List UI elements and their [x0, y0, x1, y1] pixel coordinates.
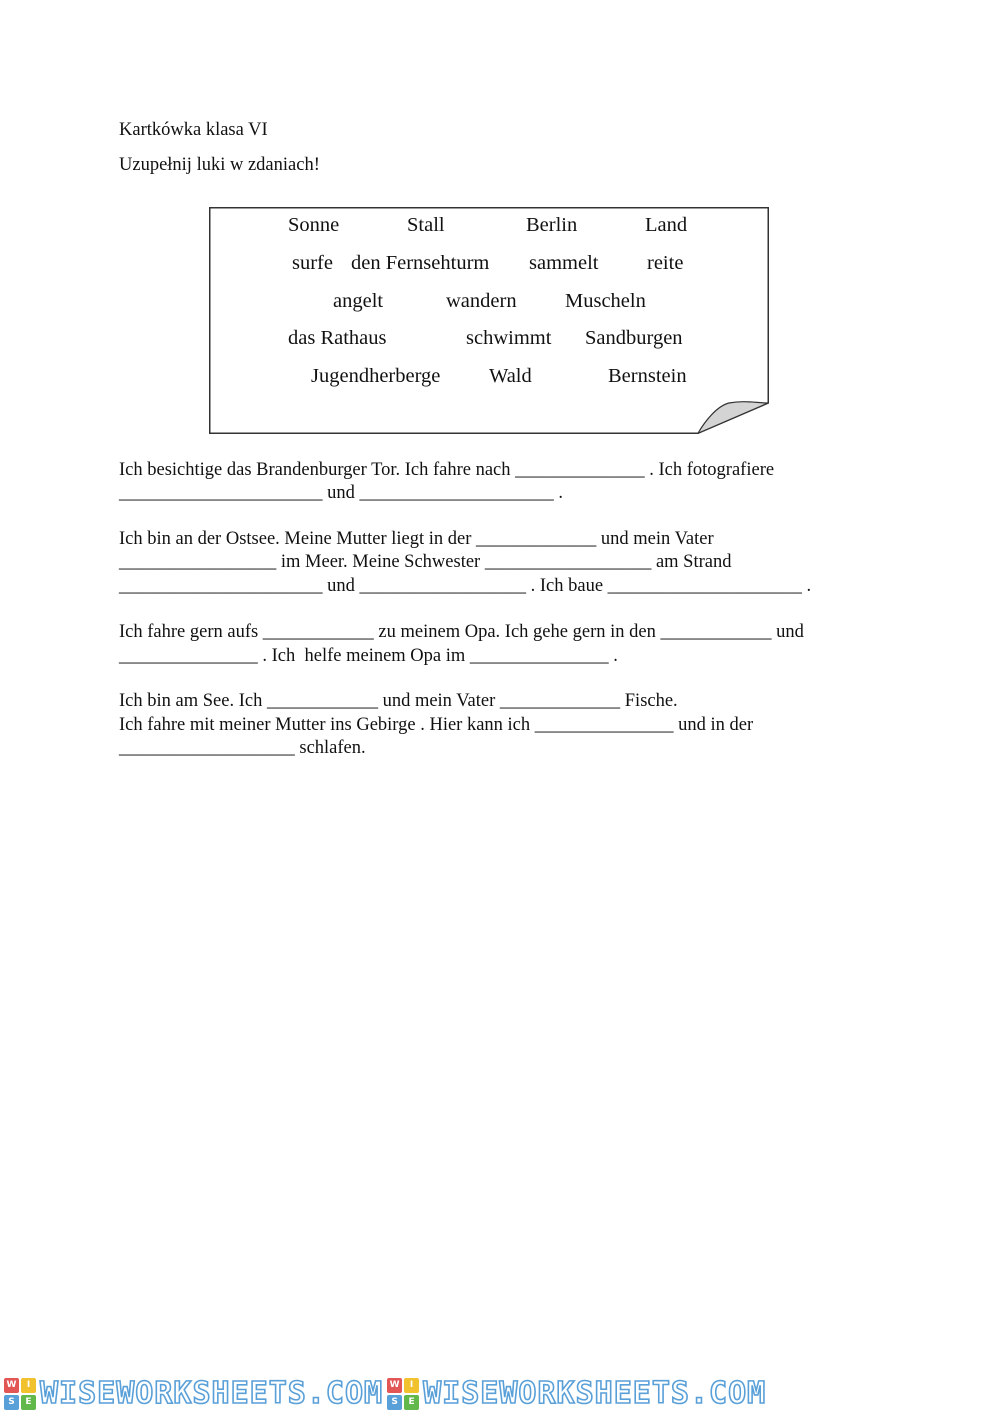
logo-tile: E — [21, 1395, 36, 1410]
logo-tile: S — [387, 1395, 402, 1410]
exercise-line: Ich fahre gern aufs ____________ zu meinem Opa. Ich gehe gern in den ____________ und — [119, 622, 804, 642]
exercise-line: Ich fahre mit meiner Mutter ins Gebirge . Hier kann ich _______________ und in der — [119, 715, 754, 735]
exercise-line: ___________________ schlafen. — [119, 738, 366, 758]
watermark-logo-icon — [4, 1378, 36, 1410]
word-bank-item: Jugendherberge — [311, 365, 441, 387]
logo-tile: S — [4, 1395, 19, 1410]
watermark-text: WISEWORKSHEETS.COM — [423, 1376, 767, 1411]
logo-tile: W — [4, 1378, 19, 1393]
word-bank-item: reite — [647, 252, 684, 274]
exercise-line: _______________ . Ich helfe meinem Opa im _______________ . — [119, 646, 618, 666]
word-bank-item: Berlin — [526, 214, 578, 236]
word-bank-item: Land — [645, 214, 688, 236]
watermark-text: WISEWORKSHEETS.COM — [40, 1376, 384, 1411]
word-bank-item: Stall — [407, 214, 445, 236]
exercise-line: Ich bin am See. Ich ____________ und mein Vater _____________ Fische. — [119, 691, 678, 711]
word-bank-item: Muscheln — [565, 290, 646, 312]
word-bank-item: wandern — [446, 290, 517, 312]
logo-tile: E — [404, 1395, 419, 1410]
exercise-line: Ich bin an der Ostsee. Meine Mutter liegt in der _____________ und mein Vater — [119, 529, 714, 549]
exercise-line: _________________ im Meer. Meine Schwester __________________ am Strand — [119, 552, 732, 572]
paper-note-outline — [209, 207, 769, 434]
watermark-logo-icon — [387, 1378, 419, 1410]
word-bank-box — [209, 207, 769, 434]
word-bank-item: das Rathaus — [288, 327, 387, 349]
worksheet-instruction: Uzupełnij luki w zdaniach! — [119, 155, 320, 175]
word-bank-item: surfe — [292, 252, 333, 274]
worksheet-title: Kartkówka klasa VI — [119, 120, 268, 140]
word-bank-item: schwimmt — [466, 327, 552, 349]
exercise-line: Ich besichtige das Brandenburger Tor. Ich fahre nach ______________ . Ich fotografiere — [119, 460, 775, 480]
logo-tile: W — [387, 1378, 402, 1393]
word-bank-item: sammelt — [529, 252, 599, 274]
logo-tile: I — [21, 1378, 36, 1393]
word-bank-item: Sandburgen — [585, 327, 683, 349]
watermark-footer — [0, 1374, 1000, 1413]
word-bank-item: Sonne — [288, 214, 340, 236]
exercise-line: ______________________ und __________________ . Ich baue _____________________ . — [119, 576, 812, 596]
word-bank-item: Wald — [489, 365, 532, 387]
logo-tile: I — [404, 1378, 419, 1393]
word-bank-item: angelt — [333, 290, 384, 312]
watermark-brand — [4, 1376, 383, 1411]
exercise-line: ______________________ und _____________________ . — [119, 483, 563, 503]
word-bank-item: den Fernsehturm — [351, 252, 490, 274]
watermark-brand — [387, 1376, 766, 1411]
word-bank-item: Bernstein — [608, 365, 687, 387]
